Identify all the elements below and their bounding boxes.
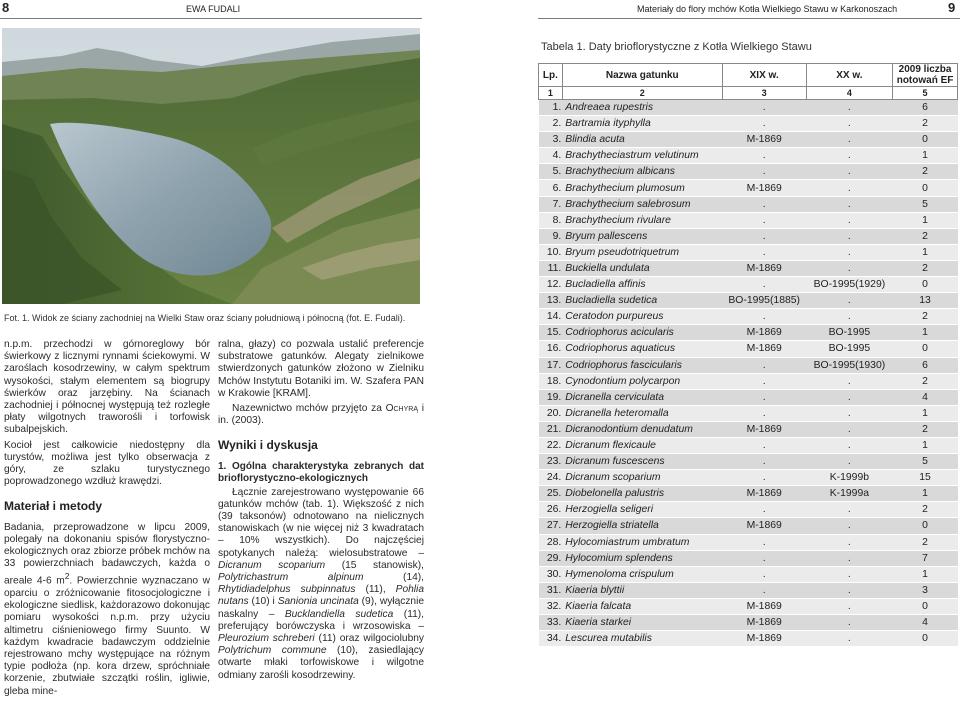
row-number: 9. <box>539 228 563 244</box>
column-number: 3 <box>722 87 806 100</box>
paragraph <box>4 522 210 698</box>
19th-century-cell: M-1869 <box>722 518 806 534</box>
20th-century-cell: . <box>806 550 892 566</box>
2009-count-cell: 4 <box>893 389 958 405</box>
20th-century-cell: BO-1995 <box>806 341 892 357</box>
table-row <box>539 357 958 373</box>
species-name-cell: Bryum pallescens <box>562 228 722 244</box>
2009-count-cell: 2 <box>893 373 958 389</box>
row-number: 33. <box>539 615 563 631</box>
species-name-cell: Kiaeria blyttii <box>562 582 722 598</box>
2009-count-cell: 2 <box>893 309 958 325</box>
table-row <box>539 534 958 550</box>
species-table <box>538 63 958 647</box>
19th-century-cell: . <box>722 470 806 486</box>
table-row <box>539 196 958 212</box>
2009-count-cell: 2 <box>893 534 958 550</box>
19th-century-cell: . <box>722 566 806 582</box>
left-text-column <box>4 339 210 701</box>
2009-count-cell: 1 <box>893 244 958 260</box>
species-name-cell: Diobelonella palustris <box>562 486 722 502</box>
20th-century-cell: . <box>806 100 892 116</box>
running-header-title: Materiały do flory mchów Kotła Wielkiego Stawu w Karkonoszach <box>637 4 898 14</box>
row-number: 16. <box>539 341 563 357</box>
20th-century-cell: . <box>806 373 892 389</box>
species-name-cell: Buckiella undulata <box>562 260 722 276</box>
2009-count-cell: 0 <box>893 180 958 196</box>
species-name: Pohlia nutans <box>218 584 424 608</box>
20th-century-cell: . <box>806 518 892 534</box>
text-span: (10), zasiedlający otwarte młaki torfowiskowe i wilgotne odmiany zarośli kosodrzewiny. <box>218 645 424 681</box>
row-number: 13. <box>539 293 563 309</box>
2009-count-cell: 0 <box>893 341 958 357</box>
species-name-cell: Dicranum flexicaule <box>562 437 722 453</box>
20th-century-cell: BO-1995 <box>806 325 892 341</box>
text-span: (9), wyłącznie naskalny – <box>218 596 425 620</box>
paragraph: n.p.m. przechodzi w górnoreglowy bór świerkowy z licznymi rynnami ściekowymi. W zaroślach kosodrzewiny, w całym spektrum wysokości, stałym elementem są biogrupy świerków oraz jarzębiny. Na ścianach zachodniej i północnej występują też rozległe płaty wilgotnych traworośli i torfowisk subalpejskich. <box>4 339 210 436</box>
species-name: Sanionia uncinata <box>277 596 359 608</box>
20th-century-cell: K-1999b <box>806 470 892 486</box>
text-span: Łącznie zarejestrowano występowanie 66 gatunków mchów (tab. 1). Większość z nich (39 taksonów) odnotowano na nielicznych stanowiskach (w nie więcej niż 3 kwadratach – 10% wszystkich). Do najczęściej spotykanych należą: wielosubstratowe – <box>218 486 424 559</box>
19th-century-cell: . <box>722 437 806 453</box>
20th-century-cell: . <box>806 421 892 437</box>
text-span: (10) i <box>248 596 278 608</box>
photo-caption: Fot. 1. Widok ze ściany zachodniej na Wielki Staw oraz ściany południową i północną (fot. E. Fudali). <box>4 313 406 323</box>
species-name-cell: Herzogiella striatella <box>562 518 722 534</box>
20th-century-cell: . <box>806 244 892 260</box>
2009-count-cell: 1 <box>893 437 958 453</box>
2009-count-cell: 5 <box>893 454 958 470</box>
2009-count-cell: 13 <box>893 293 958 309</box>
species-name: Dicranum scoparium <box>218 559 326 571</box>
table-row <box>539 437 958 453</box>
table-row <box>539 566 958 582</box>
table-row <box>539 244 958 260</box>
row-number: 17. <box>539 357 563 373</box>
species-name: Polytrichum commune <box>218 645 327 657</box>
table-row <box>539 486 958 502</box>
19th-century-cell: M-1869 <box>722 615 806 631</box>
column-number: 5 <box>893 87 958 100</box>
species-name-cell: Brachythecium albicans <box>562 164 722 180</box>
20th-century-cell: . <box>806 582 892 598</box>
20th-century-cell: . <box>806 309 892 325</box>
species-name-cell: Dicranella cerviculata <box>562 389 722 405</box>
2009-count-cell: 2 <box>893 260 958 276</box>
species-name-cell: Dicranella heteromalla <box>562 405 722 421</box>
row-number: 24. <box>539 470 563 486</box>
species-name-cell: Lescurea mutabilis <box>562 631 722 647</box>
20th-century-cell: . <box>806 454 892 470</box>
table-row <box>539 180 958 196</box>
row-number: 15. <box>539 325 563 341</box>
species-name-cell: Andreaea rupestris <box>562 100 722 116</box>
header-lp: Lp. <box>539 64 563 87</box>
table-row <box>539 341 958 357</box>
row-number: 11. <box>539 260 563 276</box>
table-body <box>539 100 958 647</box>
table-row <box>539 389 958 405</box>
2009-count-cell: 1 <box>893 405 958 421</box>
species-name-cell: Codriophorus aquaticus <box>562 341 722 357</box>
row-number: 32. <box>539 598 563 614</box>
2009-count-cell: 5 <box>893 196 958 212</box>
19th-century-cell: M-1869 <box>722 180 806 196</box>
table-row <box>539 325 958 341</box>
text-span: Nazewnictwo mchów przyjęto za <box>232 403 386 415</box>
table-row <box>539 212 958 228</box>
2009-count-cell: 1 <box>893 486 958 502</box>
table-caption: Tabela 1. Daty brioflorystyczne z Kotła Wielkiego Stawu <box>541 41 812 53</box>
20th-century-cell: . <box>806 502 892 518</box>
20th-century-cell: . <box>806 180 892 196</box>
20th-century-cell: . <box>806 437 892 453</box>
20th-century-cell: . <box>806 631 892 647</box>
row-number: 20. <box>539 405 563 421</box>
2009-count-cell: 7 <box>893 550 958 566</box>
row-number: 5. <box>539 164 563 180</box>
species-name-cell: Bartramia ityphylla <box>562 116 722 132</box>
table-row <box>539 405 958 421</box>
species-name-cell: Herzogiella seligeri <box>562 502 722 518</box>
species-name-cell: Kiaeria falcata <box>562 598 722 614</box>
text-span: i in. (2003). <box>218 403 424 427</box>
table-row <box>539 164 958 180</box>
20th-century-cell: BO-1995(1930) <box>806 357 892 373</box>
header-rule-right <box>538 18 960 19</box>
row-number: 34. <box>539 631 563 647</box>
column-number: 2 <box>562 87 722 100</box>
2009-count-cell: 0 <box>893 277 958 293</box>
header-20th-century: XX w. <box>806 64 892 87</box>
row-number: 22. <box>539 437 563 453</box>
20th-century-cell: . <box>806 389 892 405</box>
species-name-cell: Brachythecium rivulare <box>562 212 722 228</box>
19th-century-cell: . <box>722 502 806 518</box>
species-name-cell: Brachythecium plumosum <box>562 180 722 196</box>
species-name-cell: Dicranodontium denudatum <box>562 421 722 437</box>
lake-photo <box>2 28 420 304</box>
19th-century-cell: . <box>722 244 806 260</box>
20th-century-cell: . <box>806 598 892 614</box>
20th-century-cell: . <box>806 132 892 148</box>
20th-century-cell: . <box>806 228 892 244</box>
column-number: 1 <box>539 87 563 100</box>
row-number: 3. <box>539 132 563 148</box>
section-heading-methods: Materiał i metody <box>4 499 103 514</box>
19th-century-cell: . <box>722 228 806 244</box>
species-name-cell: Cynodontium polycarpon <box>562 373 722 389</box>
20th-century-cell: . <box>806 534 892 550</box>
species-name-cell: Dicranum fuscescens <box>562 454 722 470</box>
19th-century-cell: . <box>722 357 806 373</box>
19th-century-cell: . <box>722 164 806 180</box>
2009-count-cell: 2 <box>893 502 958 518</box>
2009-count-cell: 1 <box>893 325 958 341</box>
19th-century-cell: . <box>722 373 806 389</box>
2009-count-cell: 0 <box>893 518 958 534</box>
header-2009-count: 2009 liczba notowań EF <box>893 64 958 87</box>
20th-century-cell: . <box>806 566 892 582</box>
lake-landscape-illustration <box>2 28 420 304</box>
table-row <box>539 454 958 470</box>
section-heading-results: Wyniki i dyskusja <box>218 438 318 453</box>
row-number: 18. <box>539 373 563 389</box>
row-number: 14. <box>539 309 563 325</box>
row-number: 30. <box>539 566 563 582</box>
19th-century-cell: M-1869 <box>722 631 806 647</box>
19th-century-cell: . <box>722 277 806 293</box>
2009-count-cell: 1 <box>893 148 958 164</box>
19th-century-cell: . <box>722 148 806 164</box>
19th-century-cell: . <box>722 405 806 421</box>
species-name-cell: Hylocomiastrum umbratum <box>562 534 722 550</box>
2009-count-cell: 2 <box>893 228 958 244</box>
paragraph <box>218 403 424 427</box>
table-header-row <box>539 64 958 87</box>
table-row <box>539 550 958 566</box>
column-number-row <box>539 87 958 100</box>
table-row <box>539 100 958 116</box>
text-span: Badania, przeprowadzone w lipcu 2009, polegały na dokonaniu spisów florystyczno-ekologicznych oraz zbiorze próbek mchów na 33 powierzchniach badawczych, każda o areale 4-6 m <box>4 521 210 587</box>
2009-count-cell: 0 <box>893 631 958 647</box>
2009-count-cell: 0 <box>893 598 958 614</box>
2009-count-cell: 2 <box>893 164 958 180</box>
20th-century-cell: . <box>806 164 892 180</box>
2009-count-cell: 15 <box>893 470 958 486</box>
table-row <box>539 260 958 276</box>
paragraph <box>218 487 424 682</box>
19th-century-cell: M-1869 <box>722 598 806 614</box>
20th-century-cell: . <box>806 405 892 421</box>
table-row <box>539 598 958 614</box>
text-span: (11) oraz wilgociolubny <box>314 633 424 645</box>
20th-century-cell: . <box>806 148 892 164</box>
table-row <box>539 228 958 244</box>
row-number: 12. <box>539 277 563 293</box>
20th-century-cell: . <box>806 196 892 212</box>
header-rule-left <box>0 18 422 19</box>
2009-count-cell: 4 <box>893 615 958 631</box>
species-name: Bucklandiella sudetica <box>284 608 394 620</box>
19th-century-cell: . <box>722 309 806 325</box>
table-row <box>539 309 958 325</box>
row-number: 19. <box>539 389 563 405</box>
19th-century-cell: M-1869 <box>722 260 806 276</box>
table-row <box>539 631 958 647</box>
19th-century-cell: . <box>722 196 806 212</box>
species-name: Pleurozium schreberi <box>218 633 315 645</box>
table-row <box>539 470 958 486</box>
19th-century-cell: M-1869 <box>722 341 806 357</box>
row-number: 6. <box>539 180 563 196</box>
species-name-cell: Blindia acuta <box>562 132 722 148</box>
author-name: Ochyrą <box>385 403 419 415</box>
row-number: 31. <box>539 582 563 598</box>
header-19th-century: XIX w. <box>722 64 806 87</box>
species-name: Rhytidiadelphus subpinnatus <box>218 584 356 596</box>
paragraph: ralna, głazy) co pozwala ustalić preferencje substratowe gatunków. Alegaty zielnikowe stwierdzonych gatunków złożono w Zielniku Mchów Instytutu Botaniki im. W. Szafera PAN w Krakowie [KRAM]. <box>218 339 424 399</box>
species-name-cell: Bucladiella affinis <box>562 277 722 293</box>
20th-century-cell: . <box>806 293 892 309</box>
table-row <box>539 421 958 437</box>
species-name-cell: Brachythecium salebrosum <box>562 196 722 212</box>
header-species-name: Nazwa gatunku <box>562 64 722 87</box>
row-number: 2. <box>539 116 563 132</box>
table-row <box>539 502 958 518</box>
2009-count-cell: 3 <box>893 582 958 598</box>
20th-century-cell: . <box>806 116 892 132</box>
2009-count-cell: 6 <box>893 357 958 373</box>
19th-century-cell: . <box>722 100 806 116</box>
species-name-cell: Hymenoloma crispulum <box>562 566 722 582</box>
table-row <box>539 148 958 164</box>
table-row <box>539 518 958 534</box>
text-span: (11), preferujący borówczyska i wrzosowiska – <box>218 608 424 632</box>
row-number: 23. <box>539 454 563 470</box>
table-row <box>539 116 958 132</box>
text-span: (14), <box>363 572 424 584</box>
species-name-cell: Brachytheciastrum velutinum <box>562 148 722 164</box>
19th-century-cell: BO-1995(1885) <box>722 293 806 309</box>
row-number: 25. <box>539 486 563 502</box>
middle-text-column <box>218 339 424 685</box>
species-name-cell: Kiaeria starkei <box>562 615 722 631</box>
page-number-left: 8 <box>2 0 10 15</box>
row-number: 21. <box>539 421 563 437</box>
table-row <box>539 293 958 309</box>
table-row <box>539 373 958 389</box>
page-number-right: 9 <box>948 0 956 15</box>
2009-count-cell: 2 <box>893 116 958 132</box>
column-number: 4 <box>806 87 892 100</box>
19th-century-cell: . <box>722 582 806 598</box>
row-number: 29. <box>539 550 563 566</box>
row-number: 28. <box>539 534 563 550</box>
table-row <box>539 582 958 598</box>
2009-count-cell: 1 <box>893 566 958 582</box>
species-name-cell: Dicranum scoparium <box>562 470 722 486</box>
20th-century-cell: . <box>806 260 892 276</box>
row-number: 26. <box>539 502 563 518</box>
paragraph: Kocioł jest całkowicie niedostępny dla turystów, możliwa jest tylko obserwacja z góry, ze szlaku turystycznego poprowadzonego wzdłuż krawędzi. <box>4 439 210 488</box>
running-header-author: EWA FUDALI <box>186 4 241 14</box>
20th-century-cell: K-1999a <box>806 486 892 502</box>
19th-century-cell: . <box>722 534 806 550</box>
species-name-cell: Codriophorus fascicularis <box>562 357 722 373</box>
19th-century-cell: M-1869 <box>722 132 806 148</box>
row-number: 7. <box>539 196 563 212</box>
table-row <box>539 615 958 631</box>
table-row <box>539 277 958 293</box>
species-name-cell: Bucladiella sudetica <box>562 293 722 309</box>
species-name-cell: Codriophorus acicularis <box>562 325 722 341</box>
19th-century-cell: M-1869 <box>722 486 806 502</box>
2009-count-cell: 0 <box>893 132 958 148</box>
2009-count-cell: 1 <box>893 212 958 228</box>
19th-century-cell: M-1869 <box>722 325 806 341</box>
19th-century-cell: . <box>722 454 806 470</box>
text-span: (15 stanowisk), <box>325 559 424 571</box>
species-name-cell: Ceratodon purpureus <box>562 309 722 325</box>
species-name-cell: Bryum pseudotriquetrum <box>562 244 722 260</box>
row-number: 1. <box>539 100 563 116</box>
20th-century-cell: . <box>806 212 892 228</box>
row-number: 8. <box>539 212 563 228</box>
2009-count-cell: 6 <box>893 100 958 116</box>
row-number: 27. <box>539 518 563 534</box>
2009-count-cell: 2 <box>893 421 958 437</box>
20th-century-cell: . <box>806 615 892 631</box>
row-number: 10. <box>539 244 563 260</box>
20th-century-cell: BO-1995(1929) <box>806 277 892 293</box>
19th-century-cell: . <box>722 212 806 228</box>
text-span: (11), <box>355 584 396 596</box>
species-name-cell: Hylocomium splendens <box>562 550 722 566</box>
species-name: Polytrichastrum alpinum <box>218 572 364 584</box>
subsection-heading: 1. Ogólna charakterystyka zebranych dat brioflorystyczno-ekologicznych <box>218 460 424 484</box>
19th-century-cell: . <box>722 550 806 566</box>
row-number: 4. <box>539 148 563 164</box>
table-row <box>539 132 958 148</box>
superscript: 2 <box>64 571 70 582</box>
19th-century-cell: M-1869 <box>722 421 806 437</box>
19th-century-cell: . <box>722 116 806 132</box>
text-span: . Powierzchnie wyznaczano w oparciu o zróżnicowanie fitosocjologiczne i ekologiczne siedlisk, każdorazowo dokonując pomiaru wysokości n.p.m. przy użyciu altimetru ciśnieniowego firmy Suunto. W każdym kwadracie badawczym oddzielnie rejestrowano mchy występujące na różnym typie podłoża (np. kora drzew, spróchniałe korzenie, zbutwiałe szczątki roślin, igliwie, gleba mine- <box>4 575 210 697</box>
19th-century-cell: . <box>722 389 806 405</box>
